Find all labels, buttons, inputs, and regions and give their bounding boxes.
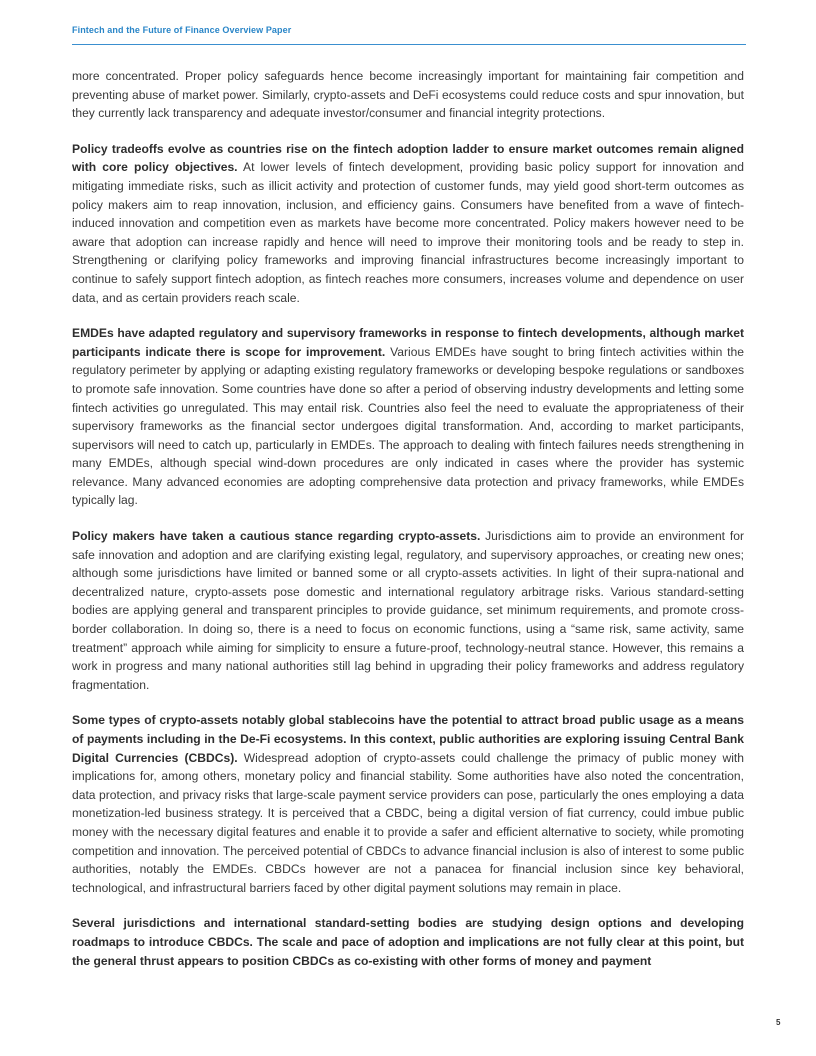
page-number: 5 — [776, 1018, 781, 1027]
paragraph-body: Various EMDEs have sought to bring fintech activities within the regulatory perimeter by applying or adapting existing regulatory frameworks or developing bespoke regulations or sandboxes to promote safe innovation. Some countries have done so after a period of observing industry developments and letting some fintech activities go unregulated. This may entail risk. Countries also feel the need to evaluate the appropriateness of their supervisory frameworks as the financial sector undergoes digital transformation. And, according to market participants, supervisors will need to catch up, particularly in EMDEs. The approach to dealing with fintech failures needs strengthening in many EMDEs, although special wind-down procedures are only indicated in cases where the provider has systemic relevance. Many advanced economies are adopting comprehensive data protection and privacy frameworks, while EMDEs typically lag. — [72, 344, 744, 508]
paragraph-lead: Policy makers have taken a cautious stance regarding crypto-assets. — [72, 529, 481, 544]
paragraph-body: Widespread adoption of crypto-assets could challenge the primacy of public money with implications for, among others, monetary policy and financial stability. Some authorities have also noted the concentration, data protection, and privacy risks that large-scale payment service providers can pose, particularly the ones employing a data monetization-led business strategy. It is perceived that a CBDC, being a digital version of fiat currency, could imbue public money with the necessary digital features and enable it to provide a safer and efficient alternative to society, while promoting competition and innovation. The perceived potential of CBDCs to advance financial inclusion is also of interest to some public authorities, notably the EMDEs. CBDCs however are not a panacea for financial inclusion since key behavioral, technological, and infrastructural barriers faced by other digital payment solutions may remain in place. — [72, 750, 744, 895]
paragraph — [72, 67, 744, 123]
body-text — [72, 67, 744, 987]
paragraph-lead: Policy tradeoffs evolve as countries rise on the fintech adoption ladder to ensure market outcomes remain aligned with core policy objectives. — [72, 141, 744, 175]
paragraph-lead: EMDEs have adapted regulatory and supervisory frameworks in response to fintech developments, although market participants indicate there is scope for improvement. — [72, 326, 744, 359]
paragraph — [72, 527, 744, 694]
paragraph — [72, 324, 744, 510]
page-header — [72, 20, 746, 45]
paragraph-lead: Some types of crypto-assets notably global stablecoins have the potential to attract broad public usage as a means of payments including in the De-Fi ecosystems. In this context, public authorities are exploring issuing Central Bank Digital Currencies (CBDCs). — [72, 713, 744, 765]
paragraph — [72, 914, 744, 970]
paragraph — [72, 140, 744, 307]
paragraph-lead: Several jurisdictions and international standard-setting bodies are studying design options and developing roadmaps to introduce CBDCs. The scale and pace of adoption and implications are not fully clear at this point, but the general thrust appears to position CBDCs as co-existing with other forms of money and payment — [72, 916, 744, 968]
paragraph-body: Jurisdictions aim to provide an environment for safe innovation and adoption and are clarifying existing legal, regulatory, and supervisory approaches, or creating new ones; although some jurisdictions have limited or banned some or all crypto-assets activities. In light of their supra-national and decentralized nature, crypto-assets pose domestic and international regulatory arbitrage risks. Various standard-setting bodies are applying general and transparent principles to provide guidance, set minimum requirements, and promote cross-border collaboration. In doing so, there is a need to focus on economic functions, using a “same risk, same activity, same treatment” approach while aiming for simplicity to ensure a future-proof, technology-neutral stance. However, this remains a work in progress and many national authorities still lag behind in upgrading their policy frameworks and address regulatory fragmentation. — [72, 529, 744, 692]
paragraph-body: more concentrated. Proper policy safeguards hence become increasingly important for maintaining fair competition and preventing abuse of market power. Similarly, crypto-assets and DeFi ecosystems could reduce costs and spur innovation, but they currently lack transparency and adequate investor/consumer and financial integrity protections. — [72, 69, 744, 121]
paragraph-body: At lower levels of fintech development, providing basic policy support for innovation and mitigating immediate risks, such as illicit activity and protection of customer funds, may yield good short-term outcomes as policy makers aim to reap innovation, inclusion, and efficiency gains. Consumers have benefited from a wave of fintech-induced innovation and competition even as markets have become more concentrated. Policy makers however need to be aware that adoption can increase rapidly and hence will need to improve their monitoring tools and be ready to step in. Strengthening or clarifying policy frameworks and improving financial infrastructures become increasingly important to continue to safely support fintech adoption, as fintech reaches more consumers, increases volume and dependence on user data, and as certain providers reach scale. — [72, 160, 744, 305]
paragraph — [72, 711, 744, 897]
document-title: Fintech and the Future of Finance Overview Paper — [72, 25, 292, 35]
